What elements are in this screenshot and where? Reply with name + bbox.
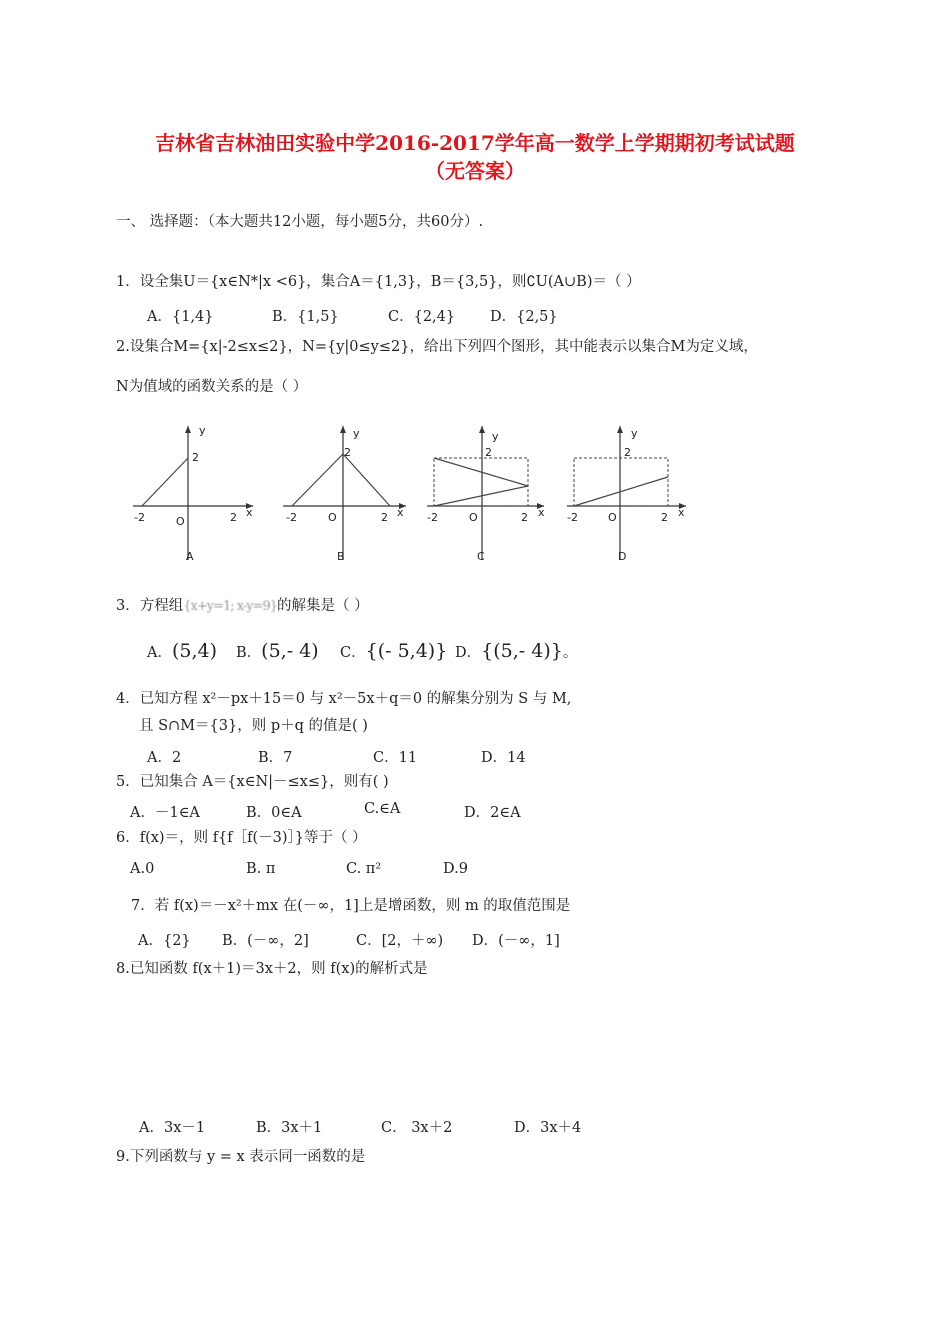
q8-option-a: A．3x－1: [139, 1120, 206, 1136]
graph-c-origin-label: O: [469, 511, 478, 524]
q3-end-mark: 。: [562, 645, 578, 661]
q7-option-b: B．(－∞，2]: [222, 933, 309, 949]
graph-d-origin-label: O: [608, 511, 617, 524]
graph-a-x-label: x: [246, 506, 253, 519]
graph-b-2-label: 2: [344, 446, 351, 459]
q6-option-b: B. π: [246, 861, 276, 877]
q3-option-b-letter: B．: [236, 645, 262, 661]
graph-c: [422, 420, 552, 570]
graph-a: [128, 420, 258, 570]
question-2-line2: N为值域的函数关系的是（ ）: [116, 379, 308, 395]
graph-a-2x-label: 2: [230, 511, 237, 524]
q3-option-b-value: (5,- 4): [261, 640, 319, 662]
q1-option-c: C．{2,4}: [388, 309, 456, 325]
q1-option-b: B．{1,5}: [272, 309, 339, 325]
q3-prefix: 3．方程组: [116, 598, 184, 614]
q7-option-a: A．{2}: [138, 933, 191, 949]
question-6: 6．f(x)＝，则 f{f［f(－3)］}等于（ ）: [116, 830, 367, 846]
graph-a-2-label: 2: [192, 451, 199, 464]
q3-option-a: [147, 640, 217, 662]
q7-option-d: D．(－∞，1]: [472, 933, 560, 949]
graph-c-2-label: 2: [485, 446, 492, 459]
graph-d-y-label: y: [631, 427, 638, 440]
q3-equation-system: {x+y=1; x-y=9}: [183, 599, 278, 614]
graph-b-origin-label: O: [328, 511, 337, 524]
question-1: 1．设全集U＝{x∈N*|x <6}，集合A＝{1,3}，B＝{3,5}，则∁U(A∪B)＝（ ）: [116, 274, 641, 290]
q4-option-d: D．14: [481, 750, 526, 766]
q3-option-c: [340, 640, 447, 662]
graph-c-2x-label: 2: [521, 511, 528, 524]
question-2-line1: 2.设集合M={x|-2≤x≤2}，N={y|0≤y≤2}，给出下列四个图形，其中能表示以集合M为定义域，: [116, 339, 758, 355]
graph-b-x-label: x: [397, 506, 404, 519]
q3-option-c-value: {(- 5,4)}: [365, 640, 448, 662]
q4-option-b: B．7: [258, 750, 293, 766]
graph-c-neg2-label: -2: [427, 511, 438, 524]
q7-option-c: C．[2，＋∞): [356, 933, 444, 949]
q4-option-a: A．2: [147, 750, 182, 766]
q8-option-d: D．3x＋4: [514, 1120, 582, 1136]
q3-option-c-letter: C．: [340, 645, 366, 661]
q3-option-d-letter: D．: [455, 645, 482, 661]
q6-option-d: D.9: [443, 861, 468, 877]
graph-a-caption: A: [186, 550, 194, 563]
q1-option-d: D．{2,5}: [490, 309, 558, 325]
question-8: 8.已知函数 f(x＋1)＝3x＋2，则 f(x)的解析式是: [116, 961, 428, 977]
graph-c-y-label: y: [492, 430, 499, 443]
document-subtitle: （无答案）: [425, 159, 525, 183]
graph-d: [562, 420, 692, 570]
q8-option-c: C． 3x＋2: [381, 1120, 453, 1136]
q3-option-a-value: (5,4): [171, 640, 218, 662]
q5-option-b: B．0∈A: [246, 805, 302, 821]
graph-c-caption: C: [477, 550, 485, 563]
q5-option-d: D．2∈A: [464, 805, 521, 821]
q5-option-c: C.∈A: [364, 801, 401, 817]
graph-b: [278, 420, 408, 570]
graph-d-caption: D: [618, 550, 627, 563]
question-4-line2: 且 S∩M＝{3}，则 p＋q 的值是( ): [139, 718, 368, 734]
graph-b-neg2-label: -2: [286, 511, 297, 524]
graph-a-y-label: y: [199, 424, 206, 437]
q6-option-c: C. π²: [346, 861, 382, 877]
graph-d-2x-label: 2: [661, 511, 668, 524]
graph-a-origin-label: O: [176, 515, 185, 528]
q4-option-c: C．11: [373, 750, 418, 766]
section-heading: 一、 选择题：（本大题共12小题，每小题5分，共60分）.: [116, 214, 484, 230]
q8-option-b: B．3x＋1: [256, 1120, 323, 1136]
graph-b-caption: B: [337, 550, 345, 563]
graph-b-y-label: y: [353, 427, 360, 440]
graph-a-neg2-label: -2: [134, 511, 145, 524]
q3-option-a-letter: A．: [147, 645, 172, 661]
graph-d-neg2-label: -2: [567, 511, 578, 524]
graph-d-x-label: x: [678, 506, 685, 519]
q3-suffix: 的解集是（ ）: [277, 598, 369, 614]
question-9: 9.下列函数与 y = x 表示同一函数的是: [116, 1149, 366, 1165]
q3-option-d: [455, 640, 577, 662]
question-3: [116, 597, 369, 616]
question-7: 7．若 f(x)＝－x²＋mx 在(－∞，1]上是增函数，则 m 的取值范围是: [131, 898, 571, 914]
question-4-line1: 4．已知方程 x²－px＋15＝0 与 x²－5x＋q＝0 的解集分别为 S 与 M,: [116, 691, 572, 707]
q1-option-a: A．{1,4}: [147, 309, 214, 325]
q6-option-a: A.0: [130, 861, 155, 877]
question-5: 5．已知集合 A＝{x∈N|－≤x≤}，则有( ): [116, 774, 389, 790]
document-title: 吉林省吉林油田实验中学2016-2017学年高一数学上学期期初考试试题: [155, 131, 795, 155]
q5-option-a: A．－1∈A: [130, 805, 200, 821]
q3-option-b: [236, 640, 319, 662]
graph-d-2-label: 2: [624, 446, 631, 459]
graph-b-2x-label: 2: [381, 511, 388, 524]
q3-option-d-value: {(5,- 4)}: [481, 640, 563, 662]
graph-c-x-label: x: [538, 506, 545, 519]
